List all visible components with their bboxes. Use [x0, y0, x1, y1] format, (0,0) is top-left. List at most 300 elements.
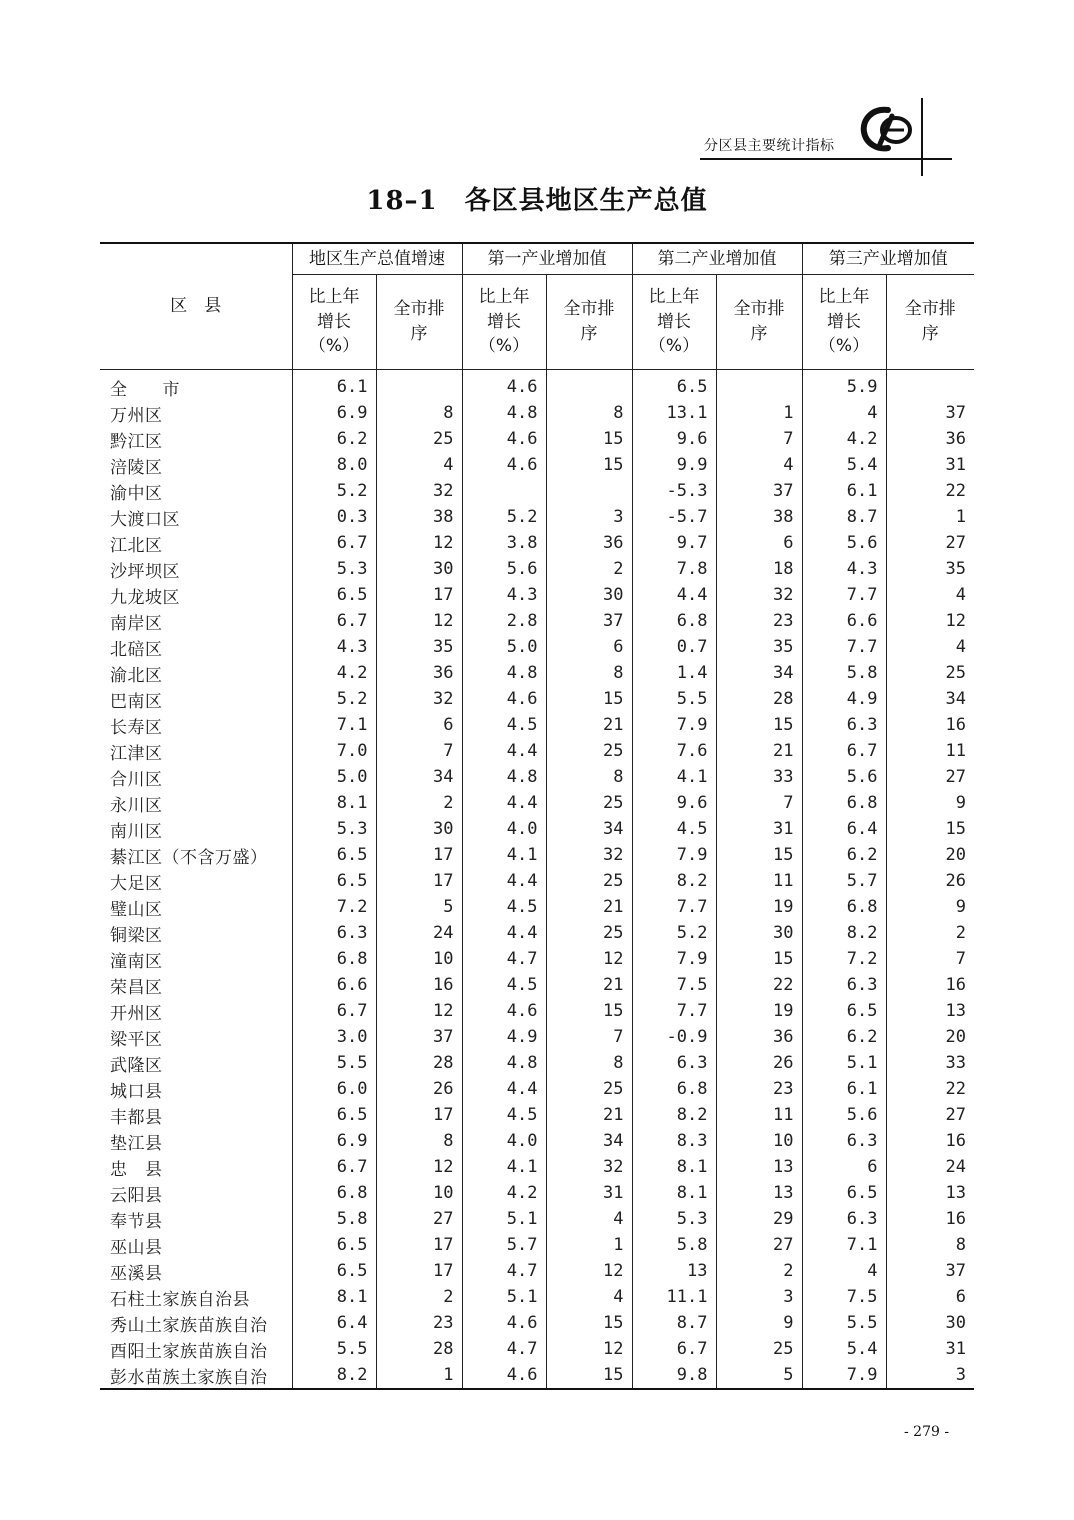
growth-cell: 9.6 [632, 426, 716, 452]
rank-cell: 16 [886, 1206, 974, 1232]
rank-cell: 33 [886, 1050, 974, 1076]
rank-cell: 30 [886, 1310, 974, 1336]
growth-cell: 6.9 [292, 1128, 376, 1154]
rank-cell: 37 [376, 1024, 462, 1050]
growth-cell: 7.7 [802, 634, 886, 660]
rank-cell: 9 [716, 1310, 802, 1336]
table-row [100, 530, 974, 556]
region-name-cell: 武隆区 [100, 1050, 292, 1076]
region-name-cell: 涪陵区 [100, 452, 292, 478]
rank-cell: 13 [716, 1154, 802, 1180]
gdp-table [100, 242, 974, 1390]
rank-cell: 25 [716, 1336, 802, 1362]
growth-cell: 5.7 [802, 868, 886, 894]
rank-cell: 30 [716, 920, 802, 946]
growth-cell: 4.6 [462, 426, 546, 452]
growth-cell: 4.8 [462, 660, 546, 686]
rank-cell: 11 [716, 1102, 802, 1128]
rank-subheader: 全市排 序 [376, 275, 462, 370]
rank-cell: 13 [886, 1180, 974, 1206]
growth-subheader: 比上年 增长 （%） [632, 275, 716, 370]
rank-cell: 35 [886, 556, 974, 582]
growth-cell: 7.6 [632, 738, 716, 764]
growth-cell: 4.8 [462, 764, 546, 790]
rank-cell: 31 [886, 1336, 974, 1362]
rank-cell: 30 [376, 816, 462, 842]
rank-cell: 36 [376, 660, 462, 686]
table-row [100, 1232, 974, 1258]
rank-cell: 23 [716, 1076, 802, 1102]
rank-cell: 38 [376, 504, 462, 530]
region-name-cell: 长寿区 [100, 712, 292, 738]
growth-cell: 6.3 [802, 1206, 886, 1232]
growth-cell: 4.8 [462, 400, 546, 426]
growth-cell: 4.9 [462, 1024, 546, 1050]
rank-cell: 10 [376, 946, 462, 972]
rank-cell: 8 [376, 400, 462, 426]
growth-cell: 6.7 [292, 608, 376, 634]
growth-cell: 5.0 [292, 764, 376, 790]
growth-subheader: 比上年 增长 （%） [802, 275, 886, 370]
rank-cell: 17 [376, 1258, 462, 1284]
section-label: 分区县主要统计指标 [704, 138, 835, 154]
rank-cell: 16 [376, 972, 462, 998]
rank-cell: 15 [546, 998, 632, 1024]
rank-cell: 2 [376, 790, 462, 816]
rank-cell: 12 [546, 1258, 632, 1284]
rank-subheader: 全市排 序 [886, 275, 974, 370]
growth-cell: 5.1 [462, 1284, 546, 1310]
growth-cell: 7.0 [292, 738, 376, 764]
growth-cell: 4.6 [462, 998, 546, 1024]
rank-cell: 4 [886, 634, 974, 660]
table-row [100, 1102, 974, 1128]
rank-cell: 36 [716, 1024, 802, 1050]
rank-cell: 6 [886, 1284, 974, 1310]
rank-cell: 4 [886, 582, 974, 608]
growth-cell: 8.7 [802, 504, 886, 530]
growth-cell: 4.5 [462, 1102, 546, 1128]
rank-cell: 17 [376, 1232, 462, 1258]
rank-cell: 7 [546, 1024, 632, 1050]
table-row [100, 738, 974, 764]
growth-cell: 5.2 [292, 686, 376, 712]
rank-cell: 28 [716, 686, 802, 712]
growth-cell: 7.7 [632, 894, 716, 920]
rank-cell: 9 [886, 790, 974, 816]
rank-cell: 3 [716, 1284, 802, 1310]
growth-cell: 4.5 [462, 712, 546, 738]
growth-cell: 7.8 [632, 556, 716, 582]
growth-cell: 6.2 [802, 1024, 886, 1050]
rank-cell: 35 [716, 634, 802, 660]
rank-cell: 20 [886, 842, 974, 868]
growth-cell: 4.5 [462, 894, 546, 920]
region-name-cell: 潼南区 [100, 946, 292, 972]
growth-cell: 9.8 [632, 1362, 716, 1389]
growth-cell: 4.5 [632, 816, 716, 842]
growth-cell: 9.7 [632, 530, 716, 556]
growth-cell: 6.8 [632, 608, 716, 634]
rank-cell: 8 [546, 660, 632, 686]
rank-cell: 34 [716, 660, 802, 686]
table-row [100, 1206, 974, 1232]
growth-cell: 6.7 [292, 1154, 376, 1180]
growth-cell: 6.9 [292, 400, 376, 426]
growth-cell: 7.2 [802, 946, 886, 972]
table-row [100, 660, 974, 686]
table-row [100, 370, 974, 401]
rank-cell: 19 [716, 998, 802, 1024]
growth-cell: 5.0 [462, 634, 546, 660]
group-header-secondary: 第二产业增加值 [632, 243, 802, 275]
rank-cell: 26 [886, 868, 974, 894]
table-row [100, 894, 974, 920]
rank-cell: 25 [376, 426, 462, 452]
table-row [100, 504, 974, 530]
rank-cell: 24 [376, 920, 462, 946]
rank-cell: 16 [886, 972, 974, 998]
growth-cell: 6.3 [802, 712, 886, 738]
growth-cell: 11.1 [632, 1284, 716, 1310]
region-name-cell: 渝中区 [100, 478, 292, 504]
rank-cell: 38 [716, 504, 802, 530]
rank-cell: 11 [886, 738, 974, 764]
table-row [100, 582, 974, 608]
growth-cell: 6.8 [292, 1180, 376, 1206]
rank-cell: 23 [716, 608, 802, 634]
growth-cell: 4.4 [462, 738, 546, 764]
rank-cell: 15 [546, 686, 632, 712]
growth-cell: -5.7 [632, 504, 716, 530]
growth-cell: 4.2 [462, 1180, 546, 1206]
growth-cell: 4.4 [462, 920, 546, 946]
rank-cell: 32 [716, 582, 802, 608]
rank-cell: 22 [886, 478, 974, 504]
rank-cell: 34 [886, 686, 974, 712]
growth-cell: 0.7 [632, 634, 716, 660]
rank-cell: 27 [716, 1232, 802, 1258]
rank-cell: 12 [376, 608, 462, 634]
region-name-cell: 北碚区 [100, 634, 292, 660]
growth-cell: 6.5 [292, 842, 376, 868]
growth-cell: 5.8 [632, 1232, 716, 1258]
growth-cell: 4.4 [462, 1076, 546, 1102]
rank-cell: 25 [546, 738, 632, 764]
growth-cell: 5.5 [292, 1336, 376, 1362]
rank-cell: 26 [716, 1050, 802, 1076]
table-row [100, 686, 974, 712]
table-row [100, 1050, 974, 1076]
region-name-cell: 石柱土家族自治县 [100, 1284, 292, 1310]
growth-cell: 5.4 [802, 452, 886, 478]
growth-cell: 5.9 [802, 370, 886, 401]
rank-cell: 37 [546, 608, 632, 634]
region-name-cell: 南岸区 [100, 608, 292, 634]
rank-cell [546, 478, 632, 504]
rank-cell: 7 [716, 790, 802, 816]
rank-cell: 7 [716, 426, 802, 452]
region-name-cell: 大渡口区 [100, 504, 292, 530]
region-name-cell: 全 市 [100, 370, 292, 401]
rank-cell: 17 [376, 1102, 462, 1128]
rank-cell: 13 [716, 1180, 802, 1206]
rank-cell: 8 [376, 1128, 462, 1154]
rank-cell: 36 [546, 530, 632, 556]
growth-cell: 6.7 [292, 998, 376, 1024]
rank-cell: 12 [376, 1154, 462, 1180]
table-row [100, 842, 974, 868]
table-row [100, 1284, 974, 1310]
region-name-cell: 江北区 [100, 530, 292, 556]
table-row [100, 400, 974, 426]
table-row [100, 764, 974, 790]
table-row [100, 1362, 974, 1389]
growth-cell: 6.2 [292, 426, 376, 452]
growth-cell: 5.8 [292, 1206, 376, 1232]
rank-cell: 5 [716, 1362, 802, 1389]
growth-cell: 7.1 [292, 712, 376, 738]
growth-cell: 6.1 [802, 478, 886, 504]
table-row [100, 1128, 974, 1154]
region-name-cell: 丰都县 [100, 1102, 292, 1128]
growth-cell: 5.3 [292, 816, 376, 842]
rank-cell: 2 [546, 556, 632, 582]
rank-cell: 1 [716, 400, 802, 426]
growth-cell: 5.5 [802, 1310, 886, 1336]
growth-cell: 6.5 [632, 370, 716, 401]
growth-cell: 4.8 [462, 1050, 546, 1076]
rank-cell: 15 [886, 816, 974, 842]
growth-cell: 5.6 [462, 556, 546, 582]
rank-cell: 37 [886, 400, 974, 426]
rank-cell: 34 [376, 764, 462, 790]
growth-cell: 8.7 [632, 1310, 716, 1336]
region-name-cell: 江津区 [100, 738, 292, 764]
growth-cell: 4.2 [292, 660, 376, 686]
rank-cell: 4 [716, 452, 802, 478]
rank-cell: 21 [546, 712, 632, 738]
growth-cell: 5.2 [462, 504, 546, 530]
rank-cell: 12 [886, 608, 974, 634]
growth-cell: 5.3 [632, 1206, 716, 1232]
growth-cell: 6.6 [802, 608, 886, 634]
growth-cell: 6.4 [802, 816, 886, 842]
rank-cell: 3 [886, 1362, 974, 1389]
rank-cell: 2 [886, 920, 974, 946]
growth-cell: 5.6 [802, 1102, 886, 1128]
region-name-cell: 南川区 [100, 816, 292, 842]
rank-subheader: 全市排 序 [546, 275, 632, 370]
rank-cell: 1 [376, 1362, 462, 1389]
region-name-cell: 大足区 [100, 868, 292, 894]
rank-cell: 31 [716, 816, 802, 842]
rank-cell: 35 [376, 634, 462, 660]
table-row [100, 1154, 974, 1180]
rank-cell: 24 [886, 1154, 974, 1180]
rank-cell: 29 [716, 1206, 802, 1232]
growth-cell: 4.4 [462, 790, 546, 816]
growth-cell: 5.1 [462, 1206, 546, 1232]
table-row [100, 790, 974, 816]
table-row [100, 946, 974, 972]
growth-cell: 1.4 [632, 660, 716, 686]
rank-cell: 21 [716, 738, 802, 764]
table-row [100, 920, 974, 946]
growth-cell: 5.6 [802, 764, 886, 790]
page-header [0, 0, 1074, 180]
growth-cell: 4.6 [462, 1362, 546, 1389]
region-name-cell: 秀山土家族苗族自治 [100, 1310, 292, 1336]
region-name-cell: 城口县 [100, 1076, 292, 1102]
growth-cell: 2.8 [462, 608, 546, 634]
growth-cell: 5.1 [802, 1050, 886, 1076]
region-name-cell: 黔江区 [100, 426, 292, 452]
growth-cell: 9.9 [632, 452, 716, 478]
growth-cell: 6.5 [292, 1102, 376, 1128]
growth-cell: 6.7 [802, 738, 886, 764]
growth-cell: 6.8 [802, 894, 886, 920]
rank-cell: 10 [376, 1180, 462, 1206]
growth-cell: 4.1 [632, 764, 716, 790]
rank-cell: 12 [546, 1336, 632, 1362]
rank-cell: 4 [546, 1206, 632, 1232]
growth-cell: 9.6 [632, 790, 716, 816]
region-name-cell: 巫山县 [100, 1232, 292, 1258]
growth-cell: 7.2 [292, 894, 376, 920]
growth-cell: 5.4 [802, 1336, 886, 1362]
rank-cell: 21 [546, 894, 632, 920]
growth-cell: 6.5 [802, 1180, 886, 1206]
rank-cell: 12 [546, 946, 632, 972]
group-header-gdp: 地区生产总值增速 [292, 243, 462, 275]
rank-cell: 34 [546, 816, 632, 842]
rank-cell: 28 [376, 1050, 462, 1076]
rank-cell: 18 [716, 556, 802, 582]
rank-cell: 6 [376, 712, 462, 738]
growth-cell: 6.4 [292, 1310, 376, 1336]
region-name-cell: 垫江县 [100, 1128, 292, 1154]
table-body [100, 370, 974, 1390]
growth-cell: 6.0 [292, 1076, 376, 1102]
rank-cell: 5 [376, 894, 462, 920]
table-row [100, 972, 974, 998]
rank-cell: 33 [716, 764, 802, 790]
growth-cell: 4.6 [462, 1310, 546, 1336]
rank-cell: 15 [546, 426, 632, 452]
rank-cell: 27 [376, 1206, 462, 1232]
rank-cell: 27 [886, 530, 974, 556]
growth-cell: 5.2 [292, 478, 376, 504]
growth-cell: 8.2 [632, 868, 716, 894]
table-row [100, 998, 974, 1024]
growth-cell [462, 478, 546, 504]
rank-cell: 12 [376, 998, 462, 1024]
growth-cell: 4.2 [802, 426, 886, 452]
region-name-cell: 忠 县 [100, 1154, 292, 1180]
growth-cell: 4 [802, 400, 886, 426]
rank-cell: 8 [546, 400, 632, 426]
region-name-cell: 巴南区 [100, 686, 292, 712]
rank-cell: 15 [716, 712, 802, 738]
growth-cell: 7.9 [802, 1362, 886, 1389]
growth-cell: 6 [802, 1154, 886, 1180]
growth-cell: 6.3 [802, 1128, 886, 1154]
region-name-cell: 万州区 [100, 400, 292, 426]
rank-cell: 2 [376, 1284, 462, 1310]
rank-cell: 25 [546, 1076, 632, 1102]
growth-cell: 6.2 [802, 842, 886, 868]
table-row [100, 478, 974, 504]
growth-cell: 7.9 [632, 712, 716, 738]
rank-cell: 22 [716, 972, 802, 998]
rank-cell: 15 [546, 1310, 632, 1336]
rank-cell: 31 [546, 1180, 632, 1206]
yearbook-logo-icon [858, 104, 914, 154]
header-horizontal-rule [700, 158, 952, 160]
growth-cell: 5.7 [462, 1232, 546, 1258]
growth-cell: 8.2 [632, 1102, 716, 1128]
rank-cell: 15 [716, 946, 802, 972]
growth-cell: 5.5 [292, 1050, 376, 1076]
growth-cell: 4.1 [462, 1154, 546, 1180]
rank-cell: 32 [376, 686, 462, 712]
table-row [100, 608, 974, 634]
growth-cell: 6.6 [292, 972, 376, 998]
rank-cell: 31 [886, 452, 974, 478]
region-name-cell: 璧山区 [100, 894, 292, 920]
rank-cell: 7 [886, 946, 974, 972]
growth-cell: 4.1 [462, 842, 546, 868]
growth-cell: -0.9 [632, 1024, 716, 1050]
rank-subheader: 全市排 序 [716, 275, 802, 370]
region-name-cell: 云阳县 [100, 1180, 292, 1206]
growth-cell: 8.1 [632, 1180, 716, 1206]
rank-cell: 17 [376, 842, 462, 868]
growth-cell: 7.1 [802, 1232, 886, 1258]
growth-cell: 6.7 [632, 1336, 716, 1362]
region-name-cell: 永川区 [100, 790, 292, 816]
region-name-cell: 铜梁区 [100, 920, 292, 946]
growth-cell: 4.4 [462, 868, 546, 894]
rank-cell: 4 [376, 452, 462, 478]
rank-cell: 8 [546, 764, 632, 790]
growth-cell: 8.0 [292, 452, 376, 478]
growth-cell: 4.5 [462, 972, 546, 998]
growth-cell: 8.1 [292, 1284, 376, 1310]
growth-cell: 4 [802, 1258, 886, 1284]
rank-cell: 30 [376, 556, 462, 582]
rank-cell: 28 [376, 1336, 462, 1362]
growth-cell: 7.9 [632, 842, 716, 868]
growth-cell: 6.3 [292, 920, 376, 946]
growth-cell: 6.3 [802, 972, 886, 998]
growth-cell: 4.3 [462, 582, 546, 608]
rank-cell: 1 [886, 504, 974, 530]
rank-cell: 9 [886, 894, 974, 920]
rank-cell: 16 [886, 1128, 974, 1154]
rank-cell: 26 [376, 1076, 462, 1102]
rank-cell: 3 [546, 504, 632, 530]
growth-cell: 13.1 [632, 400, 716, 426]
rank-cell: 1 [546, 1232, 632, 1258]
group-header-tertiary: 第三产业增加值 [802, 243, 974, 275]
growth-cell: 7.5 [632, 972, 716, 998]
region-name-cell: 奉节县 [100, 1206, 292, 1232]
region-name-cell: 巫溪县 [100, 1258, 292, 1284]
rank-cell: 13 [886, 998, 974, 1024]
table-row [100, 712, 974, 738]
